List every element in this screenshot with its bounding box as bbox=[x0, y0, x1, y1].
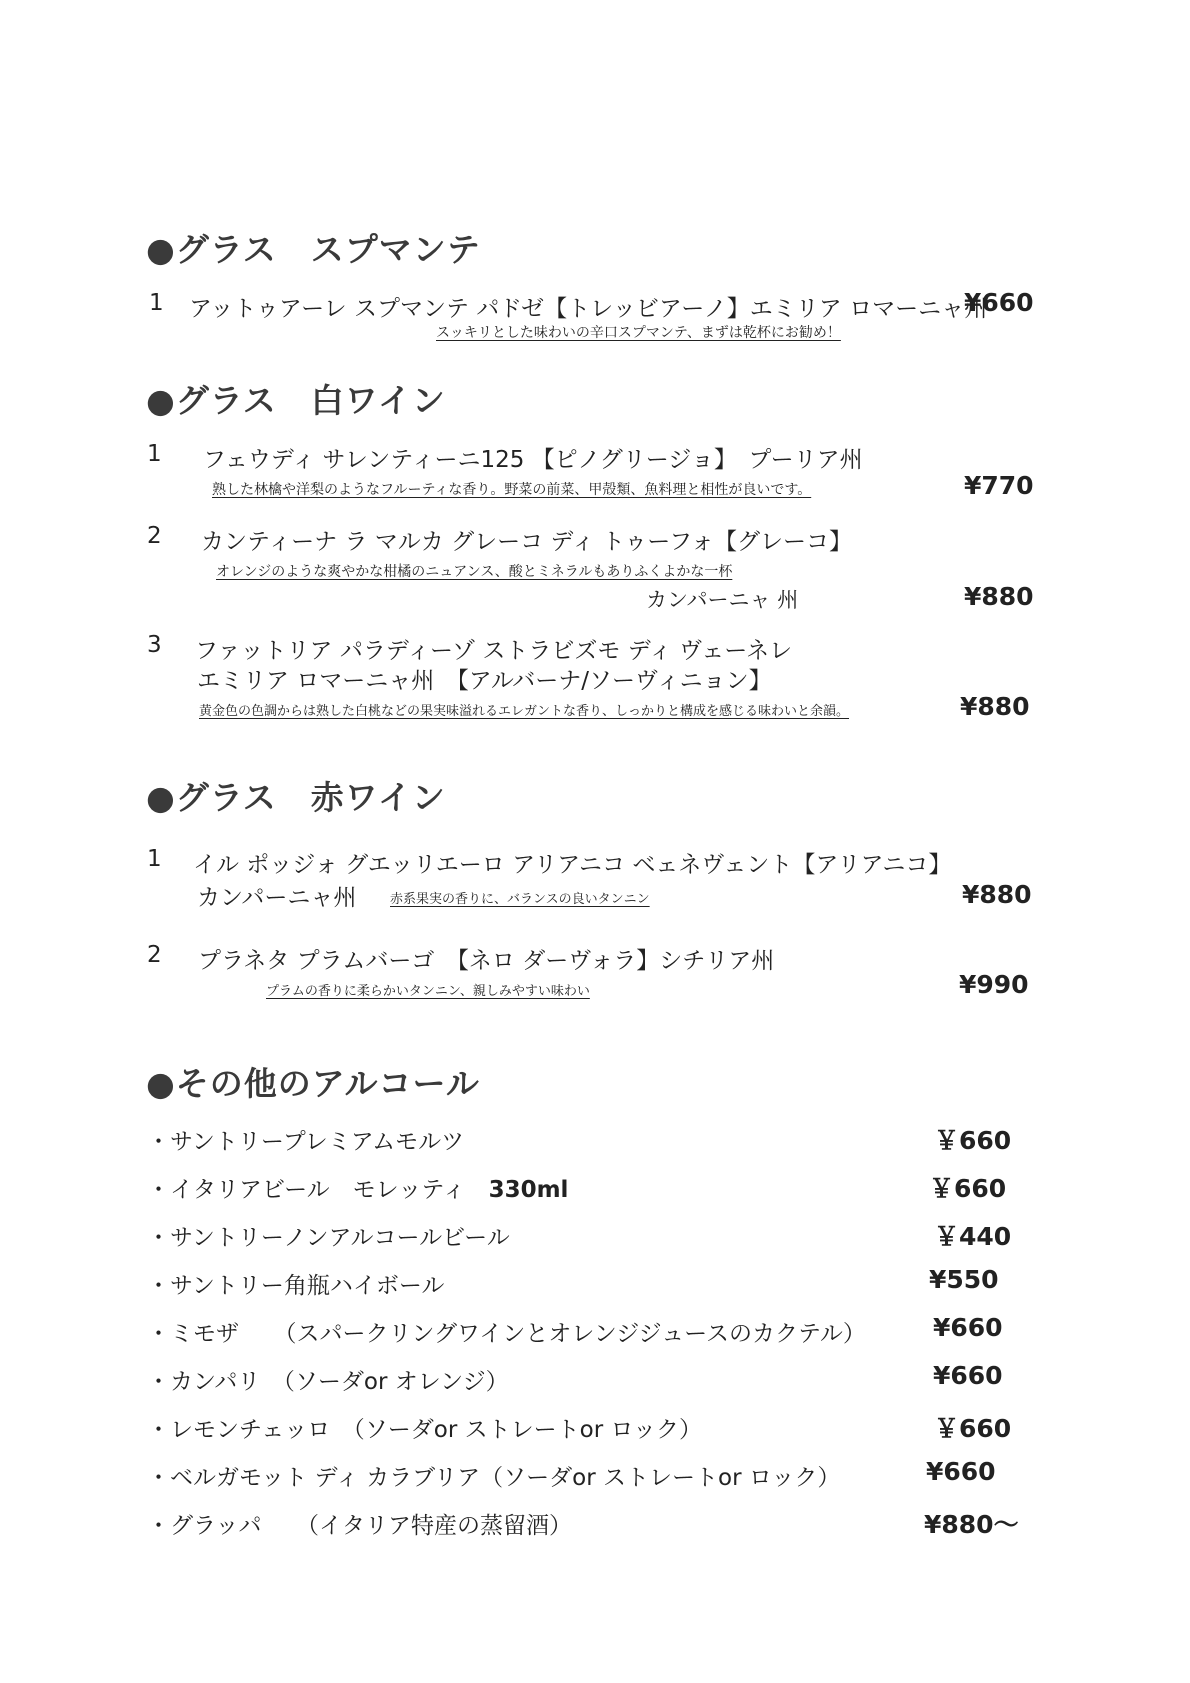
section-title-other: ●その他のアルコール bbox=[146, 1064, 480, 1103]
other-item-2-price: ￥660 bbox=[929, 1174, 1007, 1203]
red-item-2-number: 2 bbox=[147, 942, 162, 968]
other-item-8-name: ・ベルガモット ディ カラブリア（ソーダor ストレートor ロック） bbox=[147, 1465, 841, 1491]
other-item-3-price: ￥440 bbox=[934, 1222, 1012, 1251]
white-item-1-price: ¥770 bbox=[964, 471, 1034, 500]
red-item-1-number: 1 bbox=[147, 846, 162, 872]
white-item-1-note: 熟した林檎や洋梨のようなフルーティな香り。野菜の前菜、甲殻類、魚料理と相性が良いです。 bbox=[212, 482, 812, 498]
red-item-1-name-line2: カンパーニャ州 bbox=[197, 885, 357, 911]
section-title-white: ●グラス 白ワイン bbox=[146, 381, 446, 420]
spumante-item-1-note: スッキリとした味わいの辛口スプマンテ、まずは乾杯にお勧め！ bbox=[436, 325, 841, 341]
spumante-item-1-number: 1 bbox=[149, 290, 164, 316]
white-item-2-region: カンパーニャ 州 bbox=[646, 588, 799, 612]
other-item-4-price: ¥550 bbox=[929, 1265, 999, 1294]
other-item-8-price: ¥660 bbox=[926, 1457, 996, 1486]
other-item-6-name: ・カンパリ （ソーダor オレンジ） bbox=[147, 1369, 509, 1395]
red-item-2-price: ¥990 bbox=[959, 970, 1029, 999]
other-item-9-price: ¥880〜 bbox=[924, 1510, 1019, 1539]
other-item-4-name: ・サントリー角瓶ハイボール bbox=[147, 1273, 445, 1299]
white-item-3-number: 3 bbox=[147, 632, 162, 658]
other-item-9-name: ・グラッパ （イタリア特産の蒸留酒） bbox=[147, 1513, 573, 1539]
section-title-red: ●グラス 赤ワイン bbox=[146, 778, 446, 817]
other-item-2-volume: 330ml bbox=[488, 1177, 569, 1203]
white-item-2-number: 2 bbox=[147, 523, 162, 549]
white-item-3-name-line2: エミリア ロマーニャ州 【アルバーナ/ソーヴィニョン】 bbox=[197, 668, 772, 694]
section-title-spumante: ●グラス スプマンテ bbox=[146, 230, 481, 269]
other-item-7-price: ￥660 bbox=[934, 1414, 1012, 1443]
other-item-5-name: ・ミモザ （スパークリングワインとオレンジジュースのカクテル） bbox=[147, 1321, 866, 1347]
spumante-item-1-name: アットゥアーレ スプマンテ パドゼ【トレッビアーノ】エミリア ロマーニャ州 bbox=[189, 296, 988, 322]
white-item-3-price: ¥880 bbox=[960, 692, 1030, 721]
other-item-1-price: ￥660 bbox=[934, 1126, 1012, 1155]
white-item-2-note: オレンジのような爽やかな柑橘のニュアンス、酸とミネラルもありふくよかな一杯 bbox=[216, 564, 733, 580]
white-item-2-price: ¥880 bbox=[964, 582, 1034, 611]
red-item-2-name: プラネタ プラムバーゴ 【ネロ ダーヴォラ】シチリア州 bbox=[198, 948, 775, 974]
other-item-6-price: ¥660 bbox=[933, 1361, 1003, 1390]
white-item-3-name: ファットリア パラディーゾ ストラビズモ ディ ヴェーネレ bbox=[195, 638, 793, 664]
red-item-1-price: ¥880 bbox=[962, 880, 1032, 909]
other-item-3-name: ・サントリーノンアルコールビール bbox=[147, 1225, 510, 1251]
red-item-2-note: プラムの香りに柔らかいタンニン、親しみやすい味わい bbox=[266, 984, 590, 999]
red-item-1-name: イル ポッジォ グエッリエーロ アリアニコ ベェネヴェント【アリアニコ】 bbox=[193, 852, 952, 878]
other-item-1-name: ・サントリープレミアムモルツ bbox=[147, 1129, 465, 1155]
white-item-3-note: 黄金色の色調からは熟した白桃などの果実味溢れるエレガントな香り、しっかりと構成を感じる味わいと余韻。 bbox=[199, 704, 850, 719]
white-item-1-number: 1 bbox=[147, 441, 162, 467]
spumante-item-1-price: ¥660 bbox=[964, 288, 1034, 317]
other-item-2-label: ・イタリアビール モレッティ bbox=[147, 1177, 489, 1203]
other-item-2-name bbox=[147, 1171, 568, 1204]
other-item-7-name: ・レモンチェッロ （ソーダor ストレートor ロック） bbox=[147, 1417, 703, 1443]
white-item-2-name: カンティーナ ラ マルカ グレーコ ディ トゥーフォ【グレーコ】 bbox=[201, 529, 853, 555]
other-item-5-price: ¥660 bbox=[933, 1313, 1003, 1342]
white-item-1-name: フェウディ サレンティーニ125 【ピノグリージョ】 プーリア州 bbox=[203, 447, 863, 473]
red-item-1-note: 赤系果実の香りに、バランスの良いタンニン bbox=[390, 892, 650, 907]
